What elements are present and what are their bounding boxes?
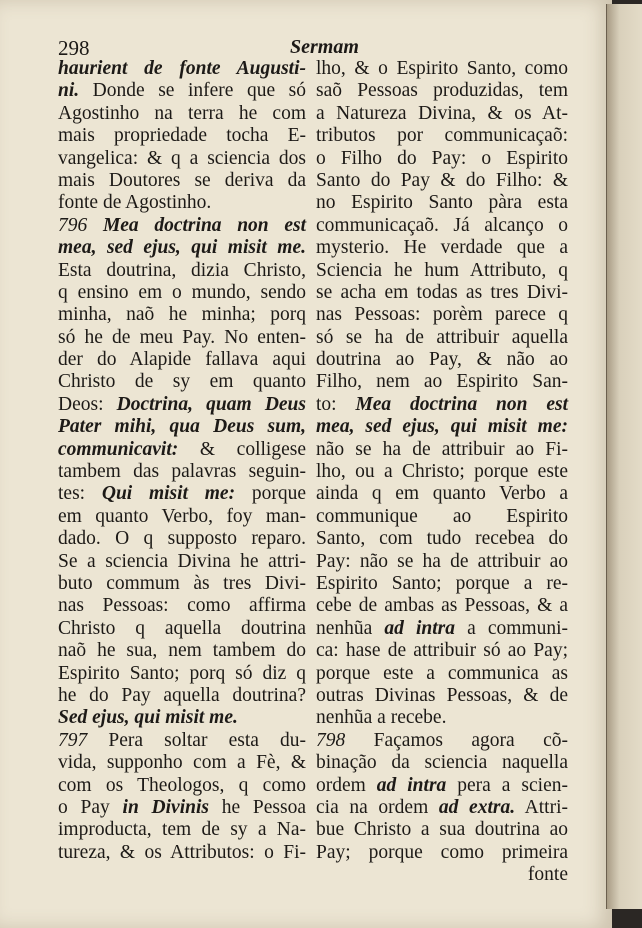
text-line: communicaçaõ. Já alcanço o [316, 214, 568, 236]
text-line: nenhũa a recebe. [316, 707, 447, 729]
text-line: se acha em todas as tres Divi- [316, 281, 568, 303]
text-line: Christo de sy em quanto [58, 371, 306, 393]
text-line: nas Pessoas: como affirma [58, 595, 306, 617]
text-line: fonte de Agostinho. [58, 192, 212, 214]
text-line: Pater mihi, qua Deus sum, [58, 416, 306, 438]
text-line: Pay; porque como primeira [316, 841, 568, 863]
next-page-edge [606, 4, 642, 909]
text-line: lho, & o Espirito Santo, como [316, 58, 568, 79]
text-line: vangelica: & q a sciencia dos [58, 147, 306, 169]
text-line: doutrina ao Pay, & não ao [316, 349, 568, 371]
text-line: fonte [527, 864, 568, 886]
text-line: Pay: não se ha de attribuir ao [316, 550, 568, 572]
right-column [316, 58, 568, 886]
text-line: haurient de fonte Augusti- [58, 58, 306, 79]
text-line: mea, sed ejus, qui misit me. [58, 237, 306, 259]
text-line: Agostinho na terra he com [58, 102, 306, 124]
left-column [58, 58, 306, 864]
text-line: o Filho do Pay: o Espirito [316, 147, 568, 169]
text-line: saõ Pessoas produzidas, tem [316, 80, 568, 102]
text-line: mea, sed ejus, qui misit me: [316, 416, 568, 438]
text-line: to: Mea doctrina non est [316, 393, 568, 415]
text-line: ordem ad intra pera a scien- [316, 774, 568, 796]
page-number: 298 [58, 36, 90, 60]
text-line: binação da sciencia naquella [316, 752, 568, 774]
text-line: Esta doutrina, dizia Christo, [58, 259, 306, 281]
text-line: minha, naõ he minha; porq [58, 304, 306, 326]
text-line: a Natureza Divina, & os At- [316, 102, 568, 124]
text-line: Se a sciencia Divina he attri- [58, 550, 306, 572]
text-line: tes: Qui misit me: porque [58, 483, 306, 505]
text-line: he do Pay aquella doutrina? [58, 684, 306, 706]
text-line: tambem das palavras seguin- [58, 461, 306, 483]
text-line: Santo do Pay & do Filho: & [316, 169, 568, 191]
text-line: o Pay in Divinis he Pessoa [58, 796, 306, 818]
text-line: ainda q em quanto Verbo a [316, 483, 568, 505]
text-line: nas Pessoas: porèm parece q [316, 304, 568, 326]
text-line: ni. Donde se infere que só [58, 80, 306, 102]
text-line: nenhũa ad intra a communi- [316, 617, 568, 639]
text-line: mysterio. He verdade que a [316, 237, 568, 259]
text-line: mais Doutores se deriva da [58, 169, 306, 191]
text-line: improducta, tem de sy a Na- [58, 819, 306, 841]
text-line: communicavit: & colligese [58, 438, 306, 460]
text-line: cebe de ambas as Pessoas, & a [316, 595, 568, 617]
text-line: Espirito Santo; porq só diz q [58, 662, 306, 684]
paragraph-start-line: 797 Pera soltar esta du- [58, 729, 306, 751]
text-line: no Espirito Santo pàra esta [316, 192, 568, 214]
text-line: der do Alapide fallava aqui [58, 349, 306, 371]
text-line: tureza, & os Attributos: o Fi- [58, 841, 306, 863]
text-line: Deos: Doctrina, quam Deus [58, 393, 306, 415]
text-line: buto commum às tres Divi- [58, 572, 306, 594]
text-line: mais propriedade tocha E- [58, 125, 306, 147]
text-line: não se ha de attribuir ao Fi- [316, 438, 568, 460]
text-line: naõ he sua, nem tambem do [58, 640, 306, 662]
text-line: em quanto Verbo, foy man- [58, 505, 306, 527]
text-line: ca: hase de attribuir só ao Pay; [316, 640, 568, 662]
text-line: cia na ordem ad extra. Attri- [316, 796, 568, 818]
text-line: com os Theologos, q como [58, 774, 306, 796]
text-line: q ensino em o mundo, sendo [58, 281, 306, 303]
text-line: só se ha de attribuir aquella [316, 326, 568, 348]
text-line: Filho, nem ao Espirito San- [316, 371, 568, 393]
text-line: vida, supponho com a Fè, & [58, 752, 306, 774]
text-line: Sciencia he hum Attributo, q [316, 259, 568, 281]
paragraph-start-line: 798 Façamos agora cõ- [316, 729, 568, 751]
text-line: lho, ou a Christo; porque este [316, 461, 568, 483]
text-line: dado. O q supposto reparo. [58, 528, 306, 550]
text-line: outras Divinas Pessoas, & de [316, 684, 568, 706]
text-line: Espirito Santo; porque a re- [316, 572, 568, 594]
text-line: tributos por communicaçaõ: [316, 125, 568, 147]
text-line: bue Christo a sua doutrina ao [316, 819, 568, 841]
running-title: Sermam [290, 36, 359, 58]
text-line: Santo, com tudo recebea do [316, 528, 568, 550]
text-line: communique ao Espirito [316, 505, 568, 527]
paragraph-start-line: 796 Mea doctrina non est [58, 214, 306, 236]
text-line: só he de meu Pay. No enten- [58, 326, 306, 348]
text-line: porque este a communica as [316, 662, 568, 684]
text-line: Sed ejus, qui misit me. [58, 707, 238, 729]
text-line: Christo q aquella doutrina [58, 617, 306, 639]
